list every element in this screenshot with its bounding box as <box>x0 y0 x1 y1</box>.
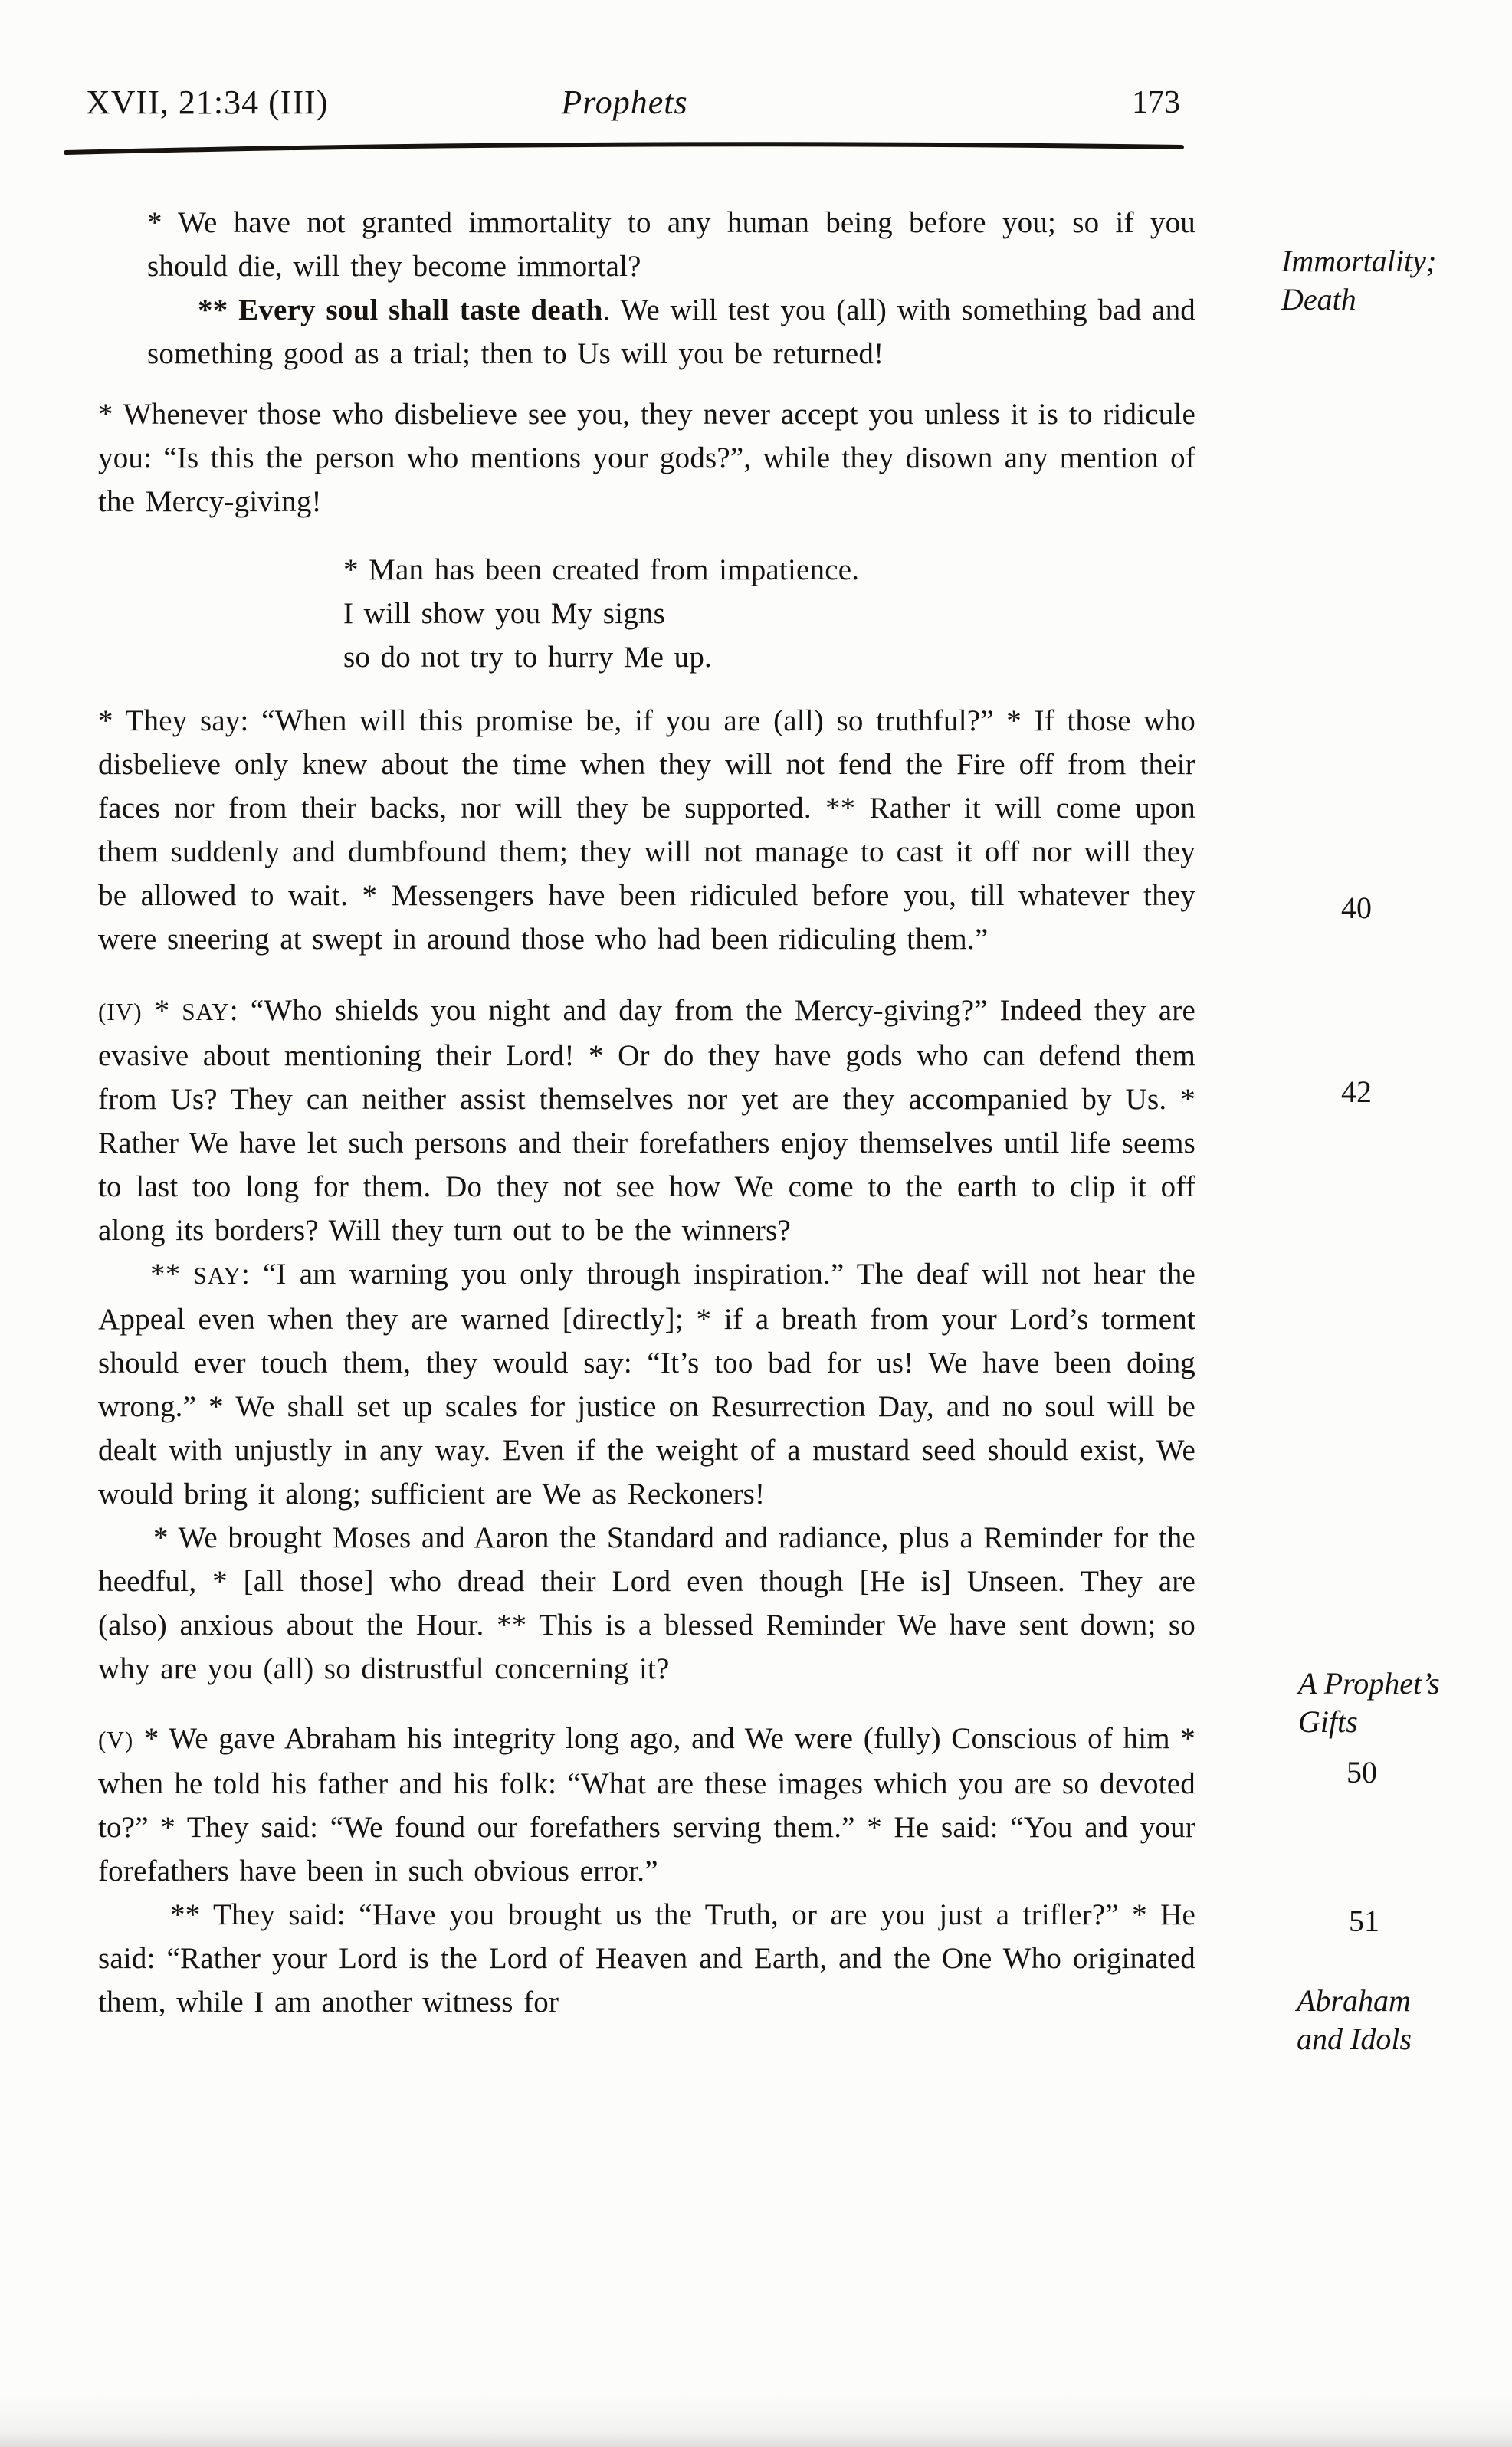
text-run: * They say: “When will this promise be, if you are (all) so truthful?” * If those who disbelieve only knew about the time when they will not fend the Fire off from their faces nor from their backs, nor will they be supported. ** Rather it will come upon them suddenly and dumbfound them; they will not manage to cast it off nor will they be allowed to wait. * Messengers have been ridiculed before you, till whatever they were sneering at swept in around those who had been ridiculing them.” <box>98 704 1206 956</box>
paragraph-immortality-2 <box>147 288 1206 376</box>
text-run-bold: ** Every soul shall taste death <box>198 294 603 326</box>
say-smallcaps: SAY <box>182 999 230 1025</box>
paragraph-promise <box>98 699 1206 961</box>
paragraph-immortality-1 <box>147 201 1206 288</box>
margin-verse-number-42: 42 <box>1341 1074 1372 1109</box>
verse-block <box>343 548 1195 679</box>
margin-note-line: Gifts <box>1298 1704 1358 1739</box>
margin-note-abraham-idols <box>1297 1982 1412 2058</box>
running-title: Prophets <box>561 84 688 121</box>
margin-verse-number-40: 40 <box>1341 891 1372 925</box>
margin-note-line: Death <box>1281 282 1356 317</box>
header-rule <box>64 136 1185 156</box>
paragraph-section-v <box>98 1717 1206 1893</box>
page-number: 173 <box>1132 85 1180 120</box>
text-run: ** They said: “Have you brought us the Truth, or are you just a trifler?” * He said: “Rather your Lord is the Lord of Heaven and Earth, and the One Who originated them, while I am another witness for <box>98 1898 1206 2019</box>
text-run: * Whenever those who disbelieve see you, they never accept you unless it is to ridicule you: “Is this the person who mentions your gods?”, while they disown any mention of the Mercy-giving! <box>98 398 1206 518</box>
text-run: * We brought Moses and Aaron the Standard and radiance, plus a Reminder for the heedful, * [all those] who dread their Lord even though [He is] Unseen. They are (also) anxious about the Hour. ** This is a blessed Reminder We have sent down; so why are you (all) so distrustful concerning it? <box>98 1521 1206 1685</box>
margin-note-prophets-gifts <box>1298 1665 1440 1741</box>
verse-line: so do not try to hurry Me up. <box>343 641 713 674</box>
scan-edge-shade <box>0 2393 1512 2447</box>
verse-line: * Man has been created from impatience. <box>343 553 860 586</box>
page-header <box>65 83 1184 129</box>
margin-note-line: Abraham <box>1297 1983 1411 2018</box>
chapter-verse-reference: XVII, 21:34 (III) <box>86 84 329 121</box>
margin-note-line: and Idols <box>1297 2022 1412 2056</box>
margin-note-line: Immortality; <box>1281 244 1437 278</box>
margin-note-immortality-death <box>1281 242 1436 319</box>
text-run: ** <box>150 1258 194 1291</box>
text-run: . We will test you (all) with something bad and something good as a trial; then to Us will you be returned! <box>147 294 1206 370</box>
paragraph-warning <box>98 1252 1206 1516</box>
section-number: (IV) <box>98 999 143 1025</box>
paragraph-trifler <box>98 1893 1206 2024</box>
text-run: * We gave Abraham his integrity long ago, and We were (fully) Conscious of him * when he told his father and his folk: “What are these images which you are so devoted to?” * They said: “We found our forefathers serving them.” * He said: “You and your forefathers have been in such obvious error.” <box>98 1722 1206 1888</box>
text-run: : “Who shields you night and day from the Mercy-giving?” Indeed they are evasive about mentioning their Lord! * Or do they have gods who can defend them from Us? They can neither assist themselves nor yet are they accompanied by Us. * Rather We have let such persons and their forefathers enjoy themselves until life seems to last too long for them. Do they not see how We come to the earth to clip it off along its borders? Will they turn out to be the winners? <box>98 994 1206 1247</box>
paragraph-ridicule <box>98 392 1206 523</box>
margin-verse-number-51: 51 <box>1349 1904 1379 1938</box>
margin-note-line: A Prophet’s <box>1298 1666 1440 1701</box>
body-text <box>98 201 1206 2024</box>
text-run: : “I am warning you only through inspiration.” The deaf will not hear the Appeal even when they are warned [directly]; * if a breath from your Lord’s torment should ever touch them, they would say: “It’s too bad for us! We have been doing wrong.” * We shall set up scales for justice on Resurrection Day, and no soul will be dealt with unjustly in any way. Even if the weight of a mustard seed should exist, We would bring it along; sufficient are We as Reckoners! <box>98 1258 1206 1511</box>
text-run: * We have not granted immortality to any human being before you; so if you should die, will they become immortal? <box>147 206 1206 283</box>
section-number: (V) <box>98 1727 134 1753</box>
text-run: * <box>142 994 182 1027</box>
verse-line: I will show you My signs <box>343 597 665 630</box>
margin-verse-number-50: 50 <box>1346 1755 1377 1789</box>
paragraph-section-iv <box>98 989 1206 1252</box>
say-smallcaps: SAY <box>193 1262 241 1289</box>
paragraph-moses-aaron <box>98 1516 1206 1691</box>
